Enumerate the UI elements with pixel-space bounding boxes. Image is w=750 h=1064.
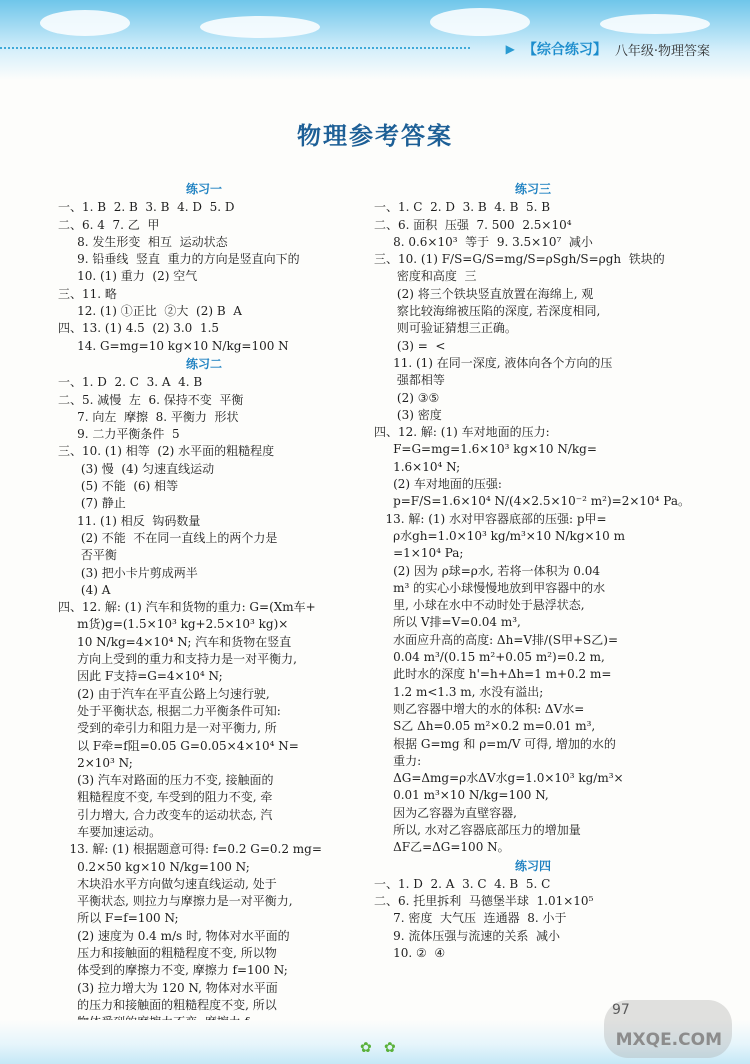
- answer-line: m³ 的实心小球慢慢地放到甲容器中的水: [374, 580, 606, 595]
- page-number: 97: [612, 1002, 630, 1018]
- answer-line: 0.04 m³/(0.15 m²+0.05 m²)=0.2 m,: [374, 650, 605, 665]
- triangle-icon: ▶: [505, 42, 515, 56]
- answer-line: 12. (1) ①正比 ②大 (2) B A: [58, 304, 242, 319]
- answer-line: 11. (1) 相反 钩码数量: [58, 513, 201, 528]
- answer-line: 三、10. (1) F/S=G/S=mg/S=ρSgh/S=ρgh 铁块的: [374, 252, 665, 267]
- flower-icon: ✿: [384, 1040, 396, 1056]
- answer-line: 处于平衡状态, 根据二力平衡条件可知:: [58, 703, 281, 718]
- answer-line: (2) 车对地面的压强:: [374, 477, 502, 492]
- answer-line: (3) 汽车对路面的压力不变, 接触面的: [58, 773, 274, 788]
- answer-line: 0.01 m³×10 N/kg=100 N,: [374, 788, 549, 803]
- page-title: 物理参考答案: [297, 121, 453, 150]
- answer-line: 密度和高度 三: [374, 269, 477, 284]
- answer-line: 10 N/kg=4×10⁴ N; 汽车和货物在竖直: [58, 634, 292, 649]
- answer-line: (5) 不能 (6) 相等: [58, 479, 179, 494]
- answer-line: 因为乙容器为直壁容器,: [374, 805, 517, 820]
- answer-line: 2×10³ N;: [58, 755, 133, 770]
- answer-line: 压力和接触面的粗糙程度不变, 所以物: [58, 946, 277, 961]
- answer-line: 否平衡: [58, 548, 117, 563]
- answer-line: 8. 0.6×10³ 等于 9. 3.5×10⁷ 减小: [374, 234, 593, 249]
- answer-line: ρ水gh=1.0×10³ kg/m³×10 N/kg×10 m: [374, 528, 625, 543]
- answer-line: 10. (1) 重力 (2) 空气: [58, 269, 198, 284]
- answer-line: 车要加速运动。: [58, 824, 162, 839]
- answer-line: 二、6. 4 7. 乙 甲: [58, 217, 160, 232]
- header-dotted-line: [0, 47, 470, 49]
- cloud-shape: [600, 14, 710, 34]
- answer-line: 的压力和接触面的粗糙程度不变, 所以: [58, 997, 277, 1012]
- answer-line: 此时水的深度 h'=h+Δh=1 m+0.2 m=: [374, 667, 612, 682]
- answer-line: 重力:: [374, 753, 422, 768]
- answer-line: 三、11. 略: [58, 286, 117, 301]
- answer-line: 11. (1) 在同一深度, 液体向各个方向的压: [374, 355, 613, 370]
- answer-line: 一、1. D 2. A 3. C 4. B 5. C: [374, 876, 551, 891]
- answer-line: 二、5. 减慢 左 6. 保持不变 平衡: [58, 392, 244, 407]
- answer-line: 粗糙程度不变, 车受到的阻力不变, 牵: [58, 790, 273, 805]
- answer-line: 体受到的摩擦力不变, 摩擦力 f=100 N;: [58, 963, 288, 978]
- left-answer-column: [58, 180, 350, 1049]
- watermark-text: MXQE.COM: [615, 1030, 722, 1050]
- answer-line: 10. ② ④: [374, 946, 446, 961]
- answer-line: 强都相等: [374, 373, 445, 388]
- answer-line: =1×10⁴ Pa;: [374, 546, 464, 561]
- section-heading: 练习二: [185, 356, 222, 371]
- answer-line: (2) 将三个铁块竖直放置在海绵上, 观: [374, 286, 594, 301]
- answer-line: (3) 拉力增大为 120 N, 物体对水平面: [58, 980, 278, 995]
- answer-line: 所以 V排=V=0.04 m³,: [374, 615, 521, 630]
- answer-line: (2) 由于汽车在平直公路上匀速行驶,: [58, 686, 270, 701]
- answer-line: 四、12. 解: (1) 汽车和货物的重力: G=(Xm车+: [58, 600, 316, 615]
- right-answer-column: [374, 180, 692, 962]
- answer-line: 平衡状态, 则拉力与摩擦力是一对平衡力,: [58, 894, 293, 909]
- section-heading: 练习一: [185, 182, 222, 196]
- answer-line: 里, 小球在水中不动时处于悬浮状态,: [374, 598, 585, 613]
- answer-line: (3) = <: [374, 338, 446, 353]
- answer-line: 9. 二力平衡条件 5: [58, 427, 180, 442]
- answer-line: 一、1. C 2. D 3. B 4. B 5. B: [374, 200, 551, 215]
- answer-line: p=F/S=1.6×10⁴ N/(4×2.5×10⁻² m²)=2×10⁴ Pa。: [374, 494, 690, 509]
- answer-line: 14. G=mg=10 kg×10 N/kg=100 N: [58, 338, 289, 353]
- running-header: [506, 38, 710, 60]
- answer-line: 13. 解: (1) 根据题意可得: f=0.2 G=0.2 mg=: [58, 842, 322, 857]
- answer-line: 7. 向左 摩擦 8. 平衡力 形状: [58, 409, 239, 424]
- answer-line: (2) 因为 ρ球=ρ水, 若将一体积为 0.04: [374, 563, 601, 578]
- answer-line: 13. 解: (1) 水对甲容器底部的压强: p甲=: [374, 511, 607, 526]
- answer-line: 7. 密度 大气压 连通器 8. 小于: [374, 911, 567, 926]
- answer-line: (3) 慢 (4) 匀速直线运动: [58, 461, 215, 476]
- answer-line: 四、13. (1) 4.5 (2) 3.0 1.5: [58, 321, 220, 336]
- answer-line: m货)g=(1.5×10³ kg+2.5×10³ kg)×: [58, 617, 289, 632]
- answer-line: 9. 流体压强与流速的关系 减小: [374, 928, 560, 943]
- answer-line: 0.2×50 kg×10 N/kg=100 N;: [58, 859, 250, 874]
- answer-line: (2) 速度为 0.4 m/s 时, 物体对水平面的: [58, 928, 290, 943]
- answer-line: 四、12. 解: (1) 车对地面的压力:: [374, 425, 550, 440]
- answer-line: 8. 发生形变 相互 运动状态: [58, 234, 228, 249]
- answer-line: 水面应升高的高度: Δh=V排/(S甲+S乙)=: [374, 632, 619, 647]
- answer-line: 一、1. B 2. B 3. B 4. D 5. D: [58, 200, 235, 215]
- answer-line: (2) 不能 不在同一直线上的两个力是: [58, 530, 278, 545]
- answer-line: (3) 把小卡片剪成两半: [58, 565, 198, 580]
- answer-line: 察比较海绵被压陷的深度, 若深度相同,: [374, 304, 601, 319]
- answer-line: 方向上受到的重力和支持力是一对平衡力,: [58, 652, 297, 667]
- answer-line: 引力增大, 合力改变车的运动状态, 汽: [58, 807, 273, 822]
- answer-line: 所以 F=f=100 N;: [58, 911, 179, 926]
- answer-line: (2) ③⑤: [374, 390, 440, 405]
- answer-line: ΔF乙=ΔG=100 N。: [374, 840, 510, 855]
- answer-line: (3) 密度: [374, 407, 442, 422]
- answer-line: (4) A: [58, 582, 111, 597]
- answer-line: 受到的牵引力和阻力是一对平衡力, 所: [58, 721, 277, 736]
- answer-line: 则可验证猜想三正确。: [374, 321, 517, 336]
- header-subtitle: 八年级·物理答案: [614, 43, 710, 59]
- answer-line: 三、10. (1) 相等 (2) 水平面的粗糙程度: [58, 444, 275, 459]
- answer-line: 木块沿水平方向做匀速直线运动, 处于: [58, 876, 277, 891]
- cloud-shape: [200, 16, 320, 38]
- section-heading: 练习三: [514, 182, 551, 196]
- cloud-shape: [40, 10, 130, 36]
- flower-icon: ✿: [360, 1040, 372, 1056]
- answer-line: 二、6. 面积 压强 7. 500 2.5×10⁴: [374, 217, 572, 232]
- answer-line: 根据 G=mg 和 ρ=m/V 可得, 增加的水的: [374, 736, 616, 751]
- section-heading: 练习四: [514, 858, 551, 873]
- answer-line: 所以, 水对乙容器底部压力的增加量: [374, 822, 581, 837]
- answer-line: 1.6×10⁴ N;: [374, 459, 461, 474]
- answer-line: 以 F牵=f阻=0.05 G=0.05×4×10⁴ N=: [58, 738, 299, 753]
- series-label: 【综合练习】: [522, 42, 607, 58]
- answer-line: 1.2 m<1.3 m, 水没有溢出;: [374, 684, 544, 699]
- answer-line: 则乙容器中增大的水的体积: ΔV水=: [374, 701, 585, 716]
- answer-line: F=G=mg=1.6×10³ kg×10 N/kg=: [374, 442, 597, 457]
- cloud-shape: [430, 8, 530, 36]
- answer-line: 因此 F支持=G=4×10⁴ N;: [58, 669, 223, 684]
- answer-line: (7) 静止: [58, 496, 126, 511]
- watermark-logo: [604, 1000, 732, 1058]
- answer-line: 9. 铅垂线 竖直 重力的方向是竖直向下的: [58, 252, 300, 267]
- answer-line: 二、6. 托里拆利 马德堡半球 1.01×10⁵: [374, 894, 594, 909]
- answer-line: ΔG=Δmg=ρ水ΔV水g=1.0×10³ kg/m³×: [374, 771, 624, 786]
- answer-line: 一、1. D 2. C 3. A 4. B: [58, 375, 203, 390]
- answer-line: S乙 Δh=0.05 m²×0.2 m=0.01 m³,: [374, 719, 596, 734]
